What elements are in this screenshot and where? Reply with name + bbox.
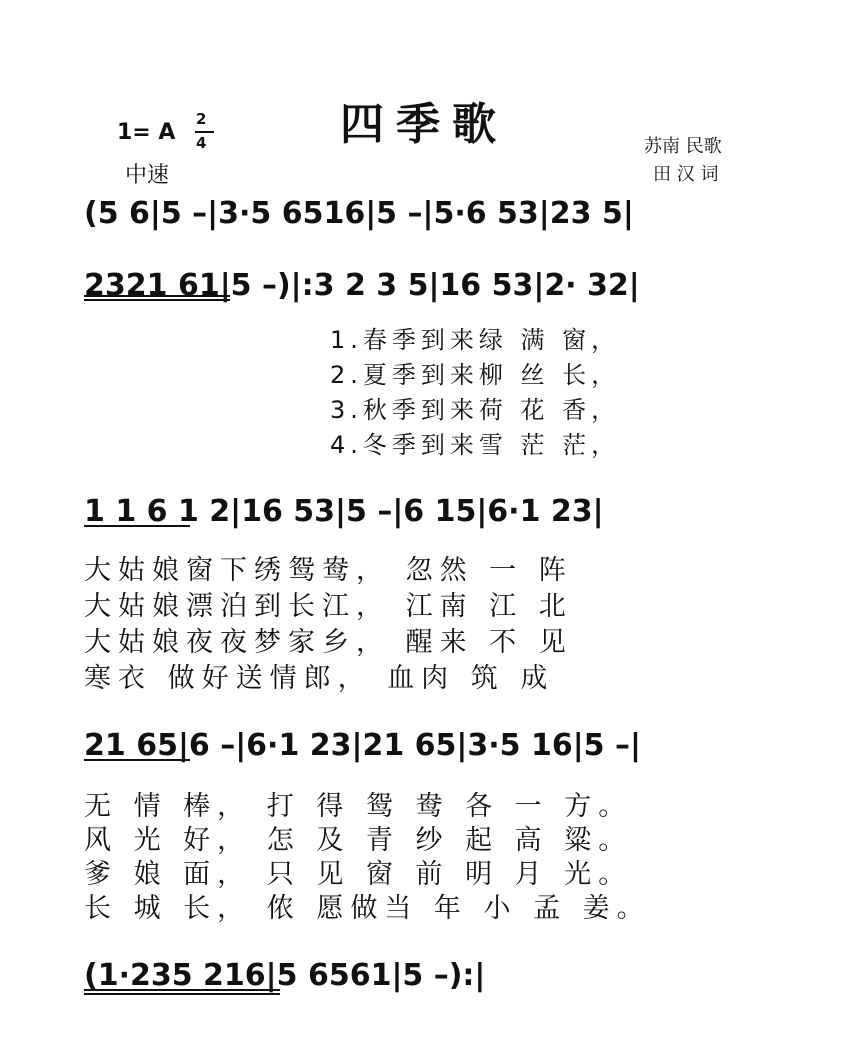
verse-line-4: 4.冬季到来雪 茫 茫，	[330, 431, 621, 459]
time-signature-top: 2	[196, 110, 207, 128]
verse-line-2: 2.夏季到来柳 丝 长，	[330, 361, 621, 389]
lyric-line-b3: 爹 娘 面， 只 见 窗 前 明 月 光。	[84, 859, 633, 890]
notation-row-2: 2321 61|5 –)|:3 2 3 5|16 53|2· 32|	[84, 268, 640, 303]
verse-line-1: 1.春季到来绿 满 窗，	[330, 326, 621, 354]
time-signature-bottom: 4	[196, 134, 207, 152]
lyric-line-b2: 风 光 好， 怎 及 青 纱 起 高 粱。	[84, 825, 633, 856]
lyric-line-b1: 无 情 棒， 打 得 鸳 鸯 各 一 方。	[84, 791, 633, 822]
lyric-line-a1: 大姑娘窗下绣鸳鸯， 忽然 一 阵	[84, 555, 573, 586]
key-signature: 1= A	[117, 120, 176, 145]
notation-row-3: 1 1 6 1 2|16 53|5 –|6 15|6·1 23|	[84, 494, 604, 529]
lyric-line-a3: 大姑娘夜夜梦家乡， 醒来 不 见	[84, 627, 573, 658]
lyric-line-b4: 长 城 长， 侬 愿做当 年 小 孟 姜。	[84, 893, 651, 924]
notation-row-5: (1·235 216|5 6561|5 –):|	[84, 958, 486, 993]
lyric-line-a2: 大姑娘漂泊到长江， 江南 江 北	[84, 591, 573, 622]
tempo-marking: 中速	[125, 163, 170, 188]
lyric-line-a4: 寒衣 做好送情郎， 血肉 筑 成	[84, 663, 555, 694]
notation-row-4: 21 65|6 –|6·1 23|21 65|3·5 16|5 –|	[84, 728, 641, 763]
lyricist-credit: 田 汉 词	[653, 164, 719, 185]
song-source: 苏南 民歌	[644, 136, 722, 157]
song-title: 四季歌	[340, 99, 508, 150]
notation-row-1: (5 6|5 –|3·5 6516|5 –|5·6 53|23 5|	[84, 196, 634, 231]
verse-line-3: 3.秋季到来荷 花 香，	[330, 396, 621, 424]
